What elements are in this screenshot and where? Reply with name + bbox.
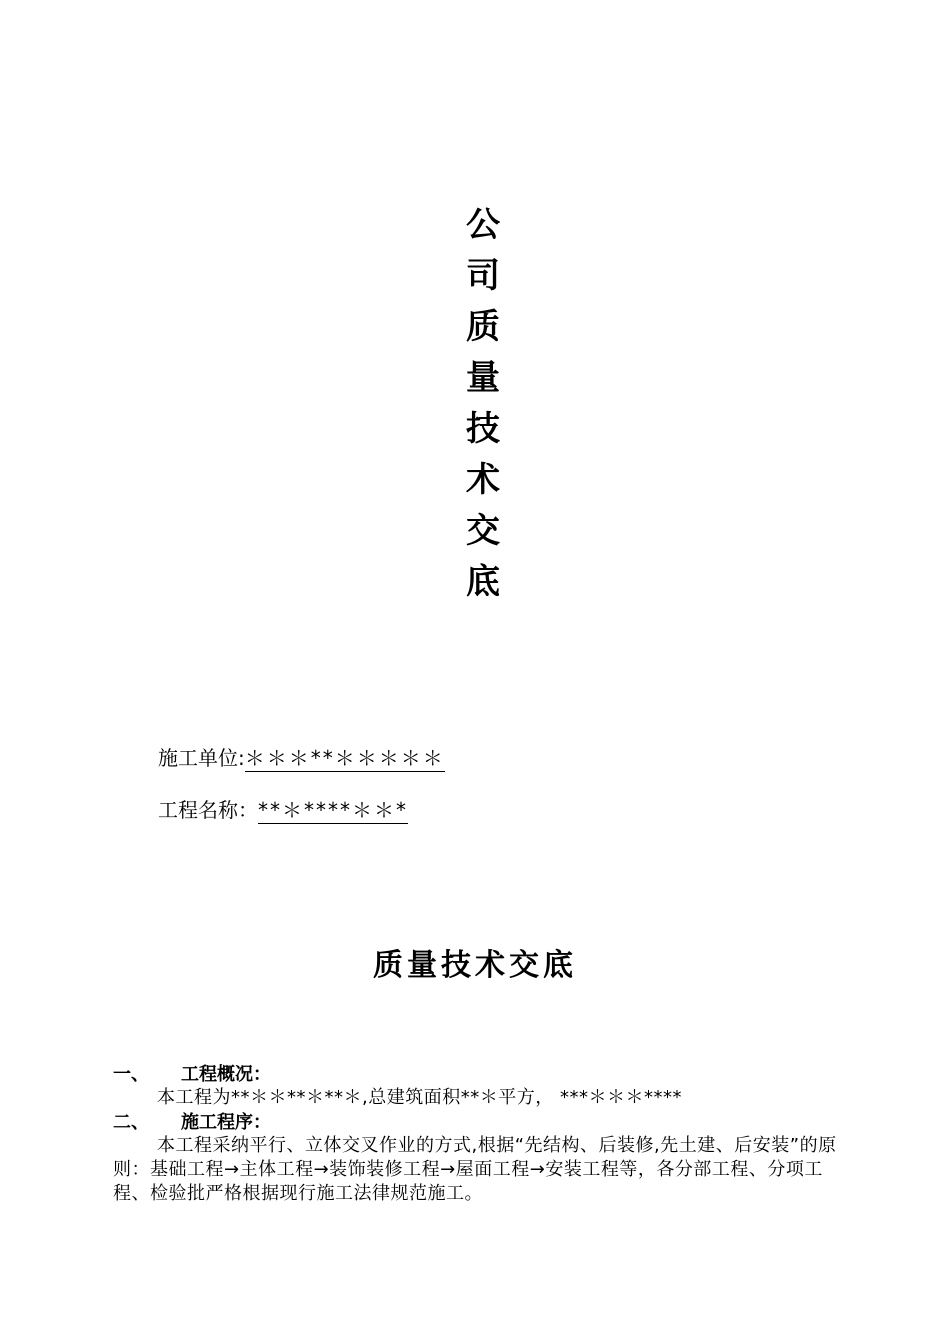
construction-unit-line [158, 745, 445, 771]
construction-unit-label: 施工单位: [158, 746, 245, 770]
cover-title-char: 质 [466, 307, 500, 347]
project-name-label: 工程名称： [158, 798, 258, 822]
section-number: 二、 [113, 1112, 149, 1133]
section-title: 施工程序： [181, 1112, 271, 1133]
cover-title-char: 司 [466, 256, 500, 296]
cover-title-char: 术 [466, 460, 500, 500]
section-heading [113, 1064, 853, 1086]
cover-title-char: 底 [466, 562, 500, 602]
section-title: 工程概况： [181, 1064, 271, 1085]
cover-title [458, 200, 508, 608]
cover-title-char: 量 [466, 358, 500, 398]
document-heading: 质量技术交底 [373, 948, 577, 983]
cover-title-char: 技 [466, 409, 500, 449]
section-heading [113, 1112, 853, 1134]
section-overview [113, 1064, 853, 1110]
cover-title-char: 交 [466, 511, 500, 551]
cover-title-char: 公 [466, 205, 500, 245]
section-procedure [113, 1112, 853, 1206]
section-body: 本工程采纳平行、立体交叉作业的方式,根据“先结构、后装修,先土建、后安装”的原则：基础工程→主体工程→装饰装修工程→屋面工程→安装工程等，各分部工程、分项工程、检验批严格根据现行施工法律规范施工。 [113, 1135, 837, 1204]
project-name-line [158, 797, 408, 823]
project-name-value: **＊****＊＊* [258, 798, 408, 822]
construction-unit-value: ＊＊＊**＊＊＊＊＊ [244, 746, 445, 770]
section-number: 一、 [113, 1064, 149, 1085]
section-body: 本工程为**＊＊**＊**＊,总建筑面积**＊平方， ***＊＊＊**** [157, 1087, 682, 1108]
